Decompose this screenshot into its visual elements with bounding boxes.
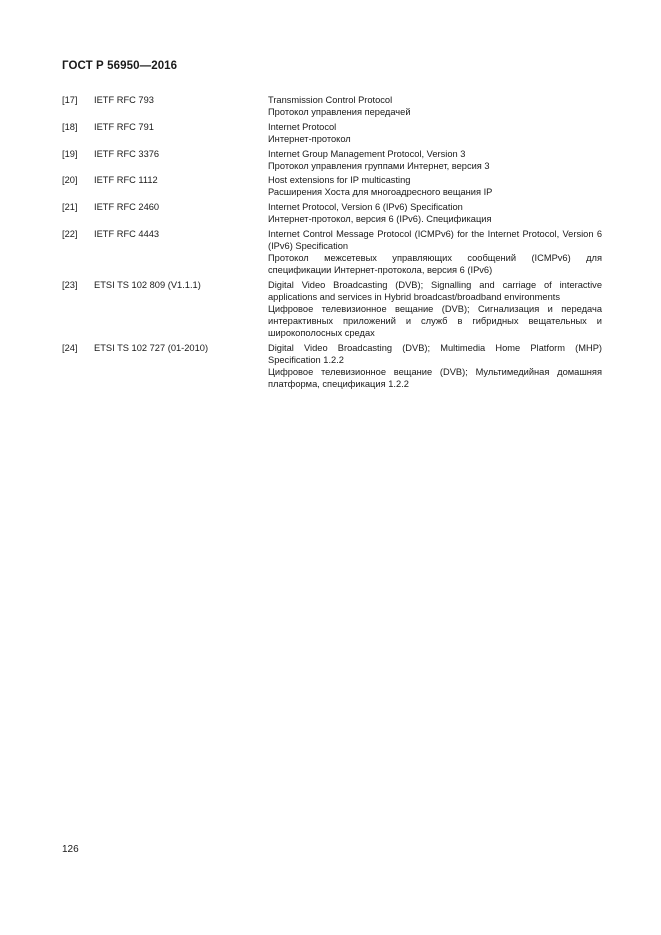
entry-title-en: Digital Video Broadcasting (DVB); Signalling and carriage of interactive applications and services in Hybrid broadcast/broadband environments [268,279,602,302]
bibliography-list [62,94,602,393]
entry-title-ru: Протокол межсетевых управляющих сообщений (ICMPv6) для спецификации Интернет-протокола, версия 6 (IPv6) [268,253,602,276]
bibliography-entry [62,201,602,225]
entry-number: [17] [62,95,78,105]
entry-title-ru: Цифровое телевизионное вещание (DVB); Сигнализация и передача интерактивных приложений и служб в гибридных вещательных и широкополосных средах [268,304,602,339]
document-header: ГОСТ Р 56950—2016 [62,60,178,72]
bibliography-entry [62,94,602,118]
entry-standard-code: IETF RFC 2460 [94,202,160,213]
page-number: 126 [62,844,79,855]
bibliography-entry [62,228,602,276]
entry-standard-code: IETF RFC 793 [94,95,154,105]
entry-title-ru: Протокол управления группами Интернет, версия 3 [268,160,490,171]
entry-standard-code: IETF RFC 4443 [94,228,160,239]
entry-standard-code: ETSI TS 102 727 (01-2010) [94,342,209,353]
bibliography-entry [62,148,602,172]
entry-title-en: Host extensions for IP multicasting [268,175,411,186]
entry-description [268,174,602,198]
entry-title-ru: Интернет-протокол, версия 6 (IPv6). Спецификация [268,214,492,225]
entry-number: [24] [62,342,78,353]
entry-standard-code: ETSI TS 102 809 (V1.1.1) [94,279,201,290]
entry-description [268,94,602,118]
entry-description [268,228,602,276]
entry-description [268,201,602,225]
entry-standard-code: IETF RFC 791 [94,121,154,132]
entry-description [268,279,602,339]
entry-number: [23] [62,279,78,290]
entry-title-ru: Интернет-протокол [268,133,351,144]
entry-title-en: Internet Control Message Protocol (ICMPv6) for the Internet Protocol, Version 6 (IPv6) Specification [268,228,602,251]
bibliography-entry [62,279,602,339]
entry-title-ru: Цифровое телевизионное вещание (DVB); Мультимедийная домашняя платформа, спецификация 1.2.2 [268,367,602,390]
entry-title-ru: Расширения Хоста для многоадресного вещания IP [268,187,493,198]
entry-number: [20] [62,175,78,186]
bibliography-entry [62,342,602,390]
entry-number: [19] [62,148,78,159]
entry-description [268,148,602,172]
entry-number: [18] [62,121,78,132]
entry-title-en: Digital Video Broadcasting (DVB); Multimedia Home Platform (MHP) Specification 1.2.2 [268,342,602,366]
entry-standard-code: IETF RFC 3376 [94,148,160,159]
entry-number: [21] [62,202,78,213]
entry-title-en: Internet Group Management Protocol, Version 3 [268,148,466,159]
entry-title-en: Internet Protocol, Version 6 (IPv6) Specification [268,202,463,213]
entry-number: [22] [62,228,78,239]
entry-description [268,342,602,390]
bibliography-entry [62,174,602,198]
entry-description [268,121,602,145]
bibliography-entry [62,121,602,145]
entry-title-en: Transmission Control Protocol [268,95,393,105]
entry-standard-code: IETF RFC 1112 [94,175,158,186]
entry-title-ru: Протокол управления передачей [268,107,411,118]
entry-title-en: Internet Protocol [268,121,337,132]
